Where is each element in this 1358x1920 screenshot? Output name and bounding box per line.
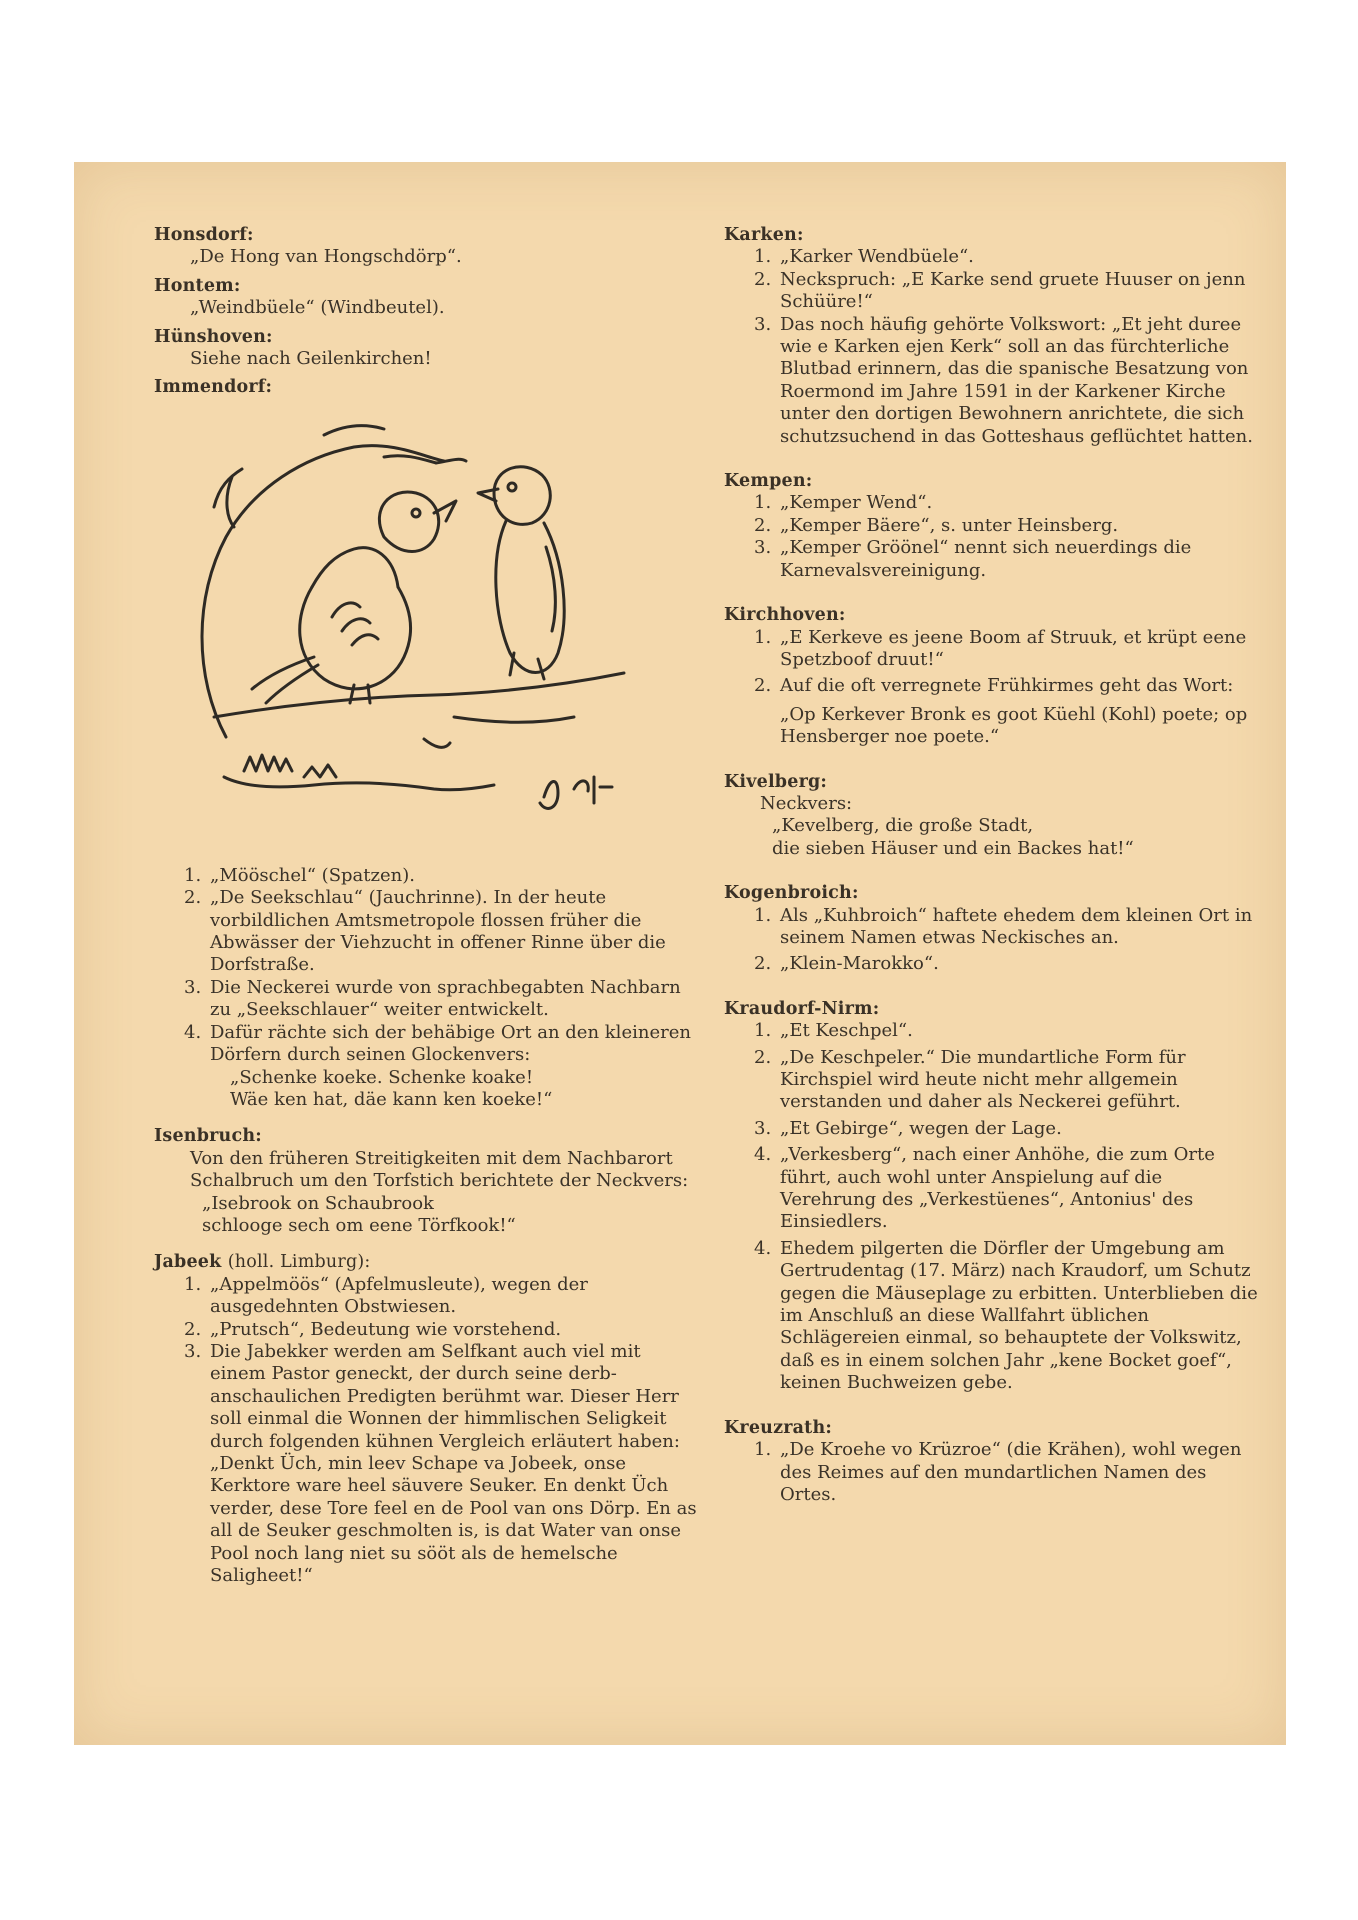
section-immendorf (154, 376, 702, 1111)
item-text: „Kemper Wend“. (780, 492, 933, 514)
heading-kreuzrath: Kreuzrath: (724, 1417, 833, 1438)
left-column (154, 224, 702, 1601)
section-kivelberg (724, 771, 1258, 861)
list-item (154, 1319, 702, 1341)
kempen-list (724, 492, 1258, 582)
sparrows-illustration (154, 417, 702, 857)
honsdorf-item: „De Hong van Hongschdörp“. (190, 246, 462, 268)
verse-line: schlooge sech om eene Törfkook!“ (202, 1214, 516, 1236)
item-text: Dafür rächte sich der behäbige Ort an den kleineren Dörfern durch seinen Glockenvers: (210, 1021, 691, 1066)
heading-kivelberg: Kivelberg: (724, 771, 828, 792)
heading-huenshoven: Hünshoven: (154, 326, 273, 347)
kivelberg-label: Neckvers: (760, 792, 853, 814)
section-kogenbroich (724, 882, 1258, 976)
list-item (154, 1341, 702, 1587)
item-number: 2. (754, 1046, 772, 1068)
item-text: „De Kroehe vo Krüzroe“ (die Krähen), wohl wegen des Reimes auf den mundartlichen Namen des Ortes. (780, 1439, 1242, 1505)
list-item (724, 1118, 1258, 1140)
item-number: 2. (754, 268, 772, 290)
item-number: 3. (184, 976, 202, 998)
list-item (154, 977, 702, 1022)
heading-karken: Karken: (724, 225, 804, 245)
heading-jabeek-note: (holl. Limburg): (227, 1252, 371, 1273)
list-item (724, 905, 1258, 950)
item-text: „Prutsch“, Bedeutung wie vorstehend. (210, 1318, 562, 1340)
heading-honsdorf: Honsdorf: (154, 225, 254, 245)
kogenbroich-list (724, 905, 1258, 976)
heading-jabeek-name: Jabeek (154, 1252, 222, 1273)
item-number: 3. (184, 1340, 202, 1362)
page-paper (74, 162, 1286, 1745)
item-number: 4. (754, 1237, 772, 1259)
item-text: „Mööschel“ (Spatzen). (210, 864, 415, 886)
heading-isenbruch: Isenbruch: (154, 1126, 262, 1147)
verse-line: „Kevelberg, die große Stadt, (772, 815, 1034, 837)
list-item (724, 492, 1258, 514)
section-karken (724, 224, 1258, 448)
list-item (724, 1238, 1258, 1395)
list-item (724, 314, 1258, 448)
item-number: 1. (754, 1439, 772, 1461)
section-hontem (154, 275, 702, 320)
list-item (724, 515, 1258, 537)
jabeek-list (154, 1274, 702, 1588)
item-text: Ehedem pilgerten die Dörfler der Umgebung am Gertrudentag (17. März) nach Kraudorf, um Schutz gegen die Mäuseplage zu erbitten. Unterblieben die im Anschluß an diese Wallfahrt üblichen Schlägereien einmal, so behauptete der Volkswitz, daß es in einem solchen Jahr „kene Bocket goef“, keinen Buchweizen gebe. (780, 1237, 1258, 1394)
hontem-item: „Weindbüele“ (Windbeutel). (190, 297, 445, 319)
item-text: „De Seekschlau“ (Jauchrinne). In der heute vorbildlichen Amtsmetropole flossen früher die Abwässer der Viehzucht in offener Rinne über die Dorfstraße. (210, 887, 666, 976)
heading-kraudorf: Kraudorf-Nirm: (724, 998, 880, 1019)
verse-line: „Isebrook on Schaubrook (202, 1192, 434, 1214)
list-item (724, 1020, 1258, 1042)
item-text: „Verkesberg“, nach einer Anhöhe, die zum Orte führt, auch wohl unter Anspielung auf die Verehrung des „Verkestüenes“, Antonius' des Einsiedlers. (780, 1144, 1215, 1233)
item-number: 1. (754, 492, 772, 514)
item-number: 3. (754, 1117, 772, 1139)
karken-list (724, 246, 1258, 448)
heading-kempen: Kempen: (724, 471, 813, 492)
list-item (724, 269, 1258, 314)
item-text: „Kemper Bäere“, s. unter Heinsberg. (780, 514, 1119, 536)
item-text: „De Keschpeler.“ Die mundartliche Form für Kirchspiel wird heute nicht mehr allgemein verstanden und daher als Neckerei geführt. (780, 1046, 1186, 1113)
kraudorf-list (724, 1020, 1258, 1395)
list-item (724, 1439, 1258, 1506)
kreuzrath-list (724, 1439, 1258, 1506)
kivelberg-verse (724, 815, 1258, 860)
item-number: 3. (754, 313, 772, 335)
section-kempen (724, 470, 1258, 582)
item-text: „Karker Wendbüele“. (780, 246, 974, 268)
list-item (724, 627, 1258, 672)
item-number: 2. (754, 514, 772, 536)
item-number: 1. (754, 904, 772, 926)
list-item (724, 953, 1258, 975)
item-number: 1. (184, 864, 202, 886)
item-number: 2. (184, 1318, 202, 1340)
item-text: Neckspruch: „E Karke send gruete Huuser on jenn Schüüre!“ (780, 268, 1246, 313)
item-number: 1. (754, 1020, 772, 1042)
immendorf-verse (210, 1067, 702, 1112)
immendorf-list (154, 865, 702, 1111)
section-kreuzrath (724, 1417, 1258, 1507)
list-item (154, 887, 702, 977)
item-number: 4. (754, 1144, 772, 1166)
list-item (724, 537, 1258, 582)
section-jabeek (154, 1251, 702, 1587)
section-honsdorf (154, 224, 702, 269)
kirchhoven-list (724, 627, 1258, 749)
list-item (154, 1274, 702, 1319)
item-number: 1. (754, 626, 772, 648)
item-number: 1. (184, 1273, 202, 1295)
section-huenshoven (154, 326, 702, 371)
kirchhoven-quote: „Op Kerkever Bronk es goot Küehl (Kohl) poete; op Hensberger noe poete.“ (780, 703, 1248, 748)
isenbruch-verse (154, 1193, 702, 1238)
section-isenbruch (154, 1125, 702, 1237)
item-text: Die Jabekker werden am Selfkant auch viel mit einem Pastor geneckt, der durch seine derb-anschaulichen Predigten berühmt war. Dieser Herr soll einmal die Wonnen der himmlischen Seligkeit durch folgenden kühnen Vergleich erläutert haben: „Denkt Üch, min leev Schape va Jobeek, onse Kerktore ware heel säuvere Seuker. En denkt Üch verder, dese Tore feel en de Pool van ons Dörp. En as all de Seuker geschmolten is, is dat Water van onse Pool noch lang niet su sööt als de hemelsche Saligheet!“ (210, 1340, 697, 1587)
list-item (154, 1022, 702, 1112)
item-text: „Et Gebirge“, wegen der Lage. (780, 1117, 1062, 1139)
heading-hontem: Hontem: (154, 275, 241, 296)
item-text: „Kemper Gröönel“ nennt sich neuerdings die Karnevalsvereinigung. (780, 537, 1192, 581)
list-item (724, 1144, 1258, 1234)
item-text: Die Neckerei wurde von sprachbegabten Nachbarn zu „Seekschlauer“ weiter entwickelt. (210, 976, 681, 1021)
verse-line: „Schenke koeke. Schenke koake! (230, 1066, 534, 1088)
heading-jabeek (154, 1251, 702, 1273)
verse-line: die sieben Häuser und ein Backes hat!“ (772, 837, 1134, 859)
item-text: „E Kerkeve es jeene Boom af Struuk, et krüpt eene Spetzboof druut!“ (780, 626, 1247, 670)
item-text: „Klein-Marokko“. (780, 953, 939, 975)
heading-kirchhoven: Kirchhoven: (724, 605, 846, 626)
item-text: Auf die oft verregnete Frühkirmes geht das Wort: (780, 675, 1234, 697)
item-number: 3. (754, 537, 772, 559)
right-column (724, 224, 1258, 1520)
heading-immendorf: Immendorf: (154, 377, 273, 398)
verse-line: Wäe ken hat, däe kann ken koeke!“ (230, 1088, 553, 1110)
list-item (724, 675, 1258, 748)
list-item (724, 1047, 1258, 1114)
item-text: „Et Keschpel“. (780, 1020, 913, 1042)
item-number: 2. (184, 887, 202, 909)
item-number: 1. (754, 246, 772, 268)
isenbruch-text: Von den früheren Streitigkeiten mit dem Nachbarort Schalbruch um den Torfstich berichtete der Neckvers: (190, 1147, 689, 1192)
huenshoven-item: Siehe nach Geilenkirchen! (190, 348, 432, 370)
section-kraudorf (724, 998, 1258, 1395)
heading-kogenbroich: Kogenbroich: (724, 883, 859, 904)
list-item (154, 865, 702, 887)
item-text: Das noch häufig gehörte Volkswort: „Et jeht duree wie e Karken ejen Kerk“ soll an das fürchterliche Blutbad erinnern, das die spanische Besatzung von Roermond im Jahre 1591 in der Karkener Kirche unter den dortigen Bewohnern anrichtete, die sich schutzsuchend in das Gotteshaus geflüchtet hatten. (780, 313, 1253, 447)
list-item (724, 246, 1258, 268)
section-kirchhoven (724, 604, 1258, 748)
item-number: 4. (184, 1021, 202, 1043)
item-text: Als „Kuhbroich“ haftete ehedem dem kleinen Ort in seinem Namen etwas Neckisches an. (780, 904, 1253, 948)
item-text: „Appelmöös“ (Apfelmusleute), wegen der ausgedehnten Obstwiesen. (210, 1273, 588, 1318)
item-number: 2. (754, 675, 772, 697)
item-number: 2. (754, 953, 772, 975)
